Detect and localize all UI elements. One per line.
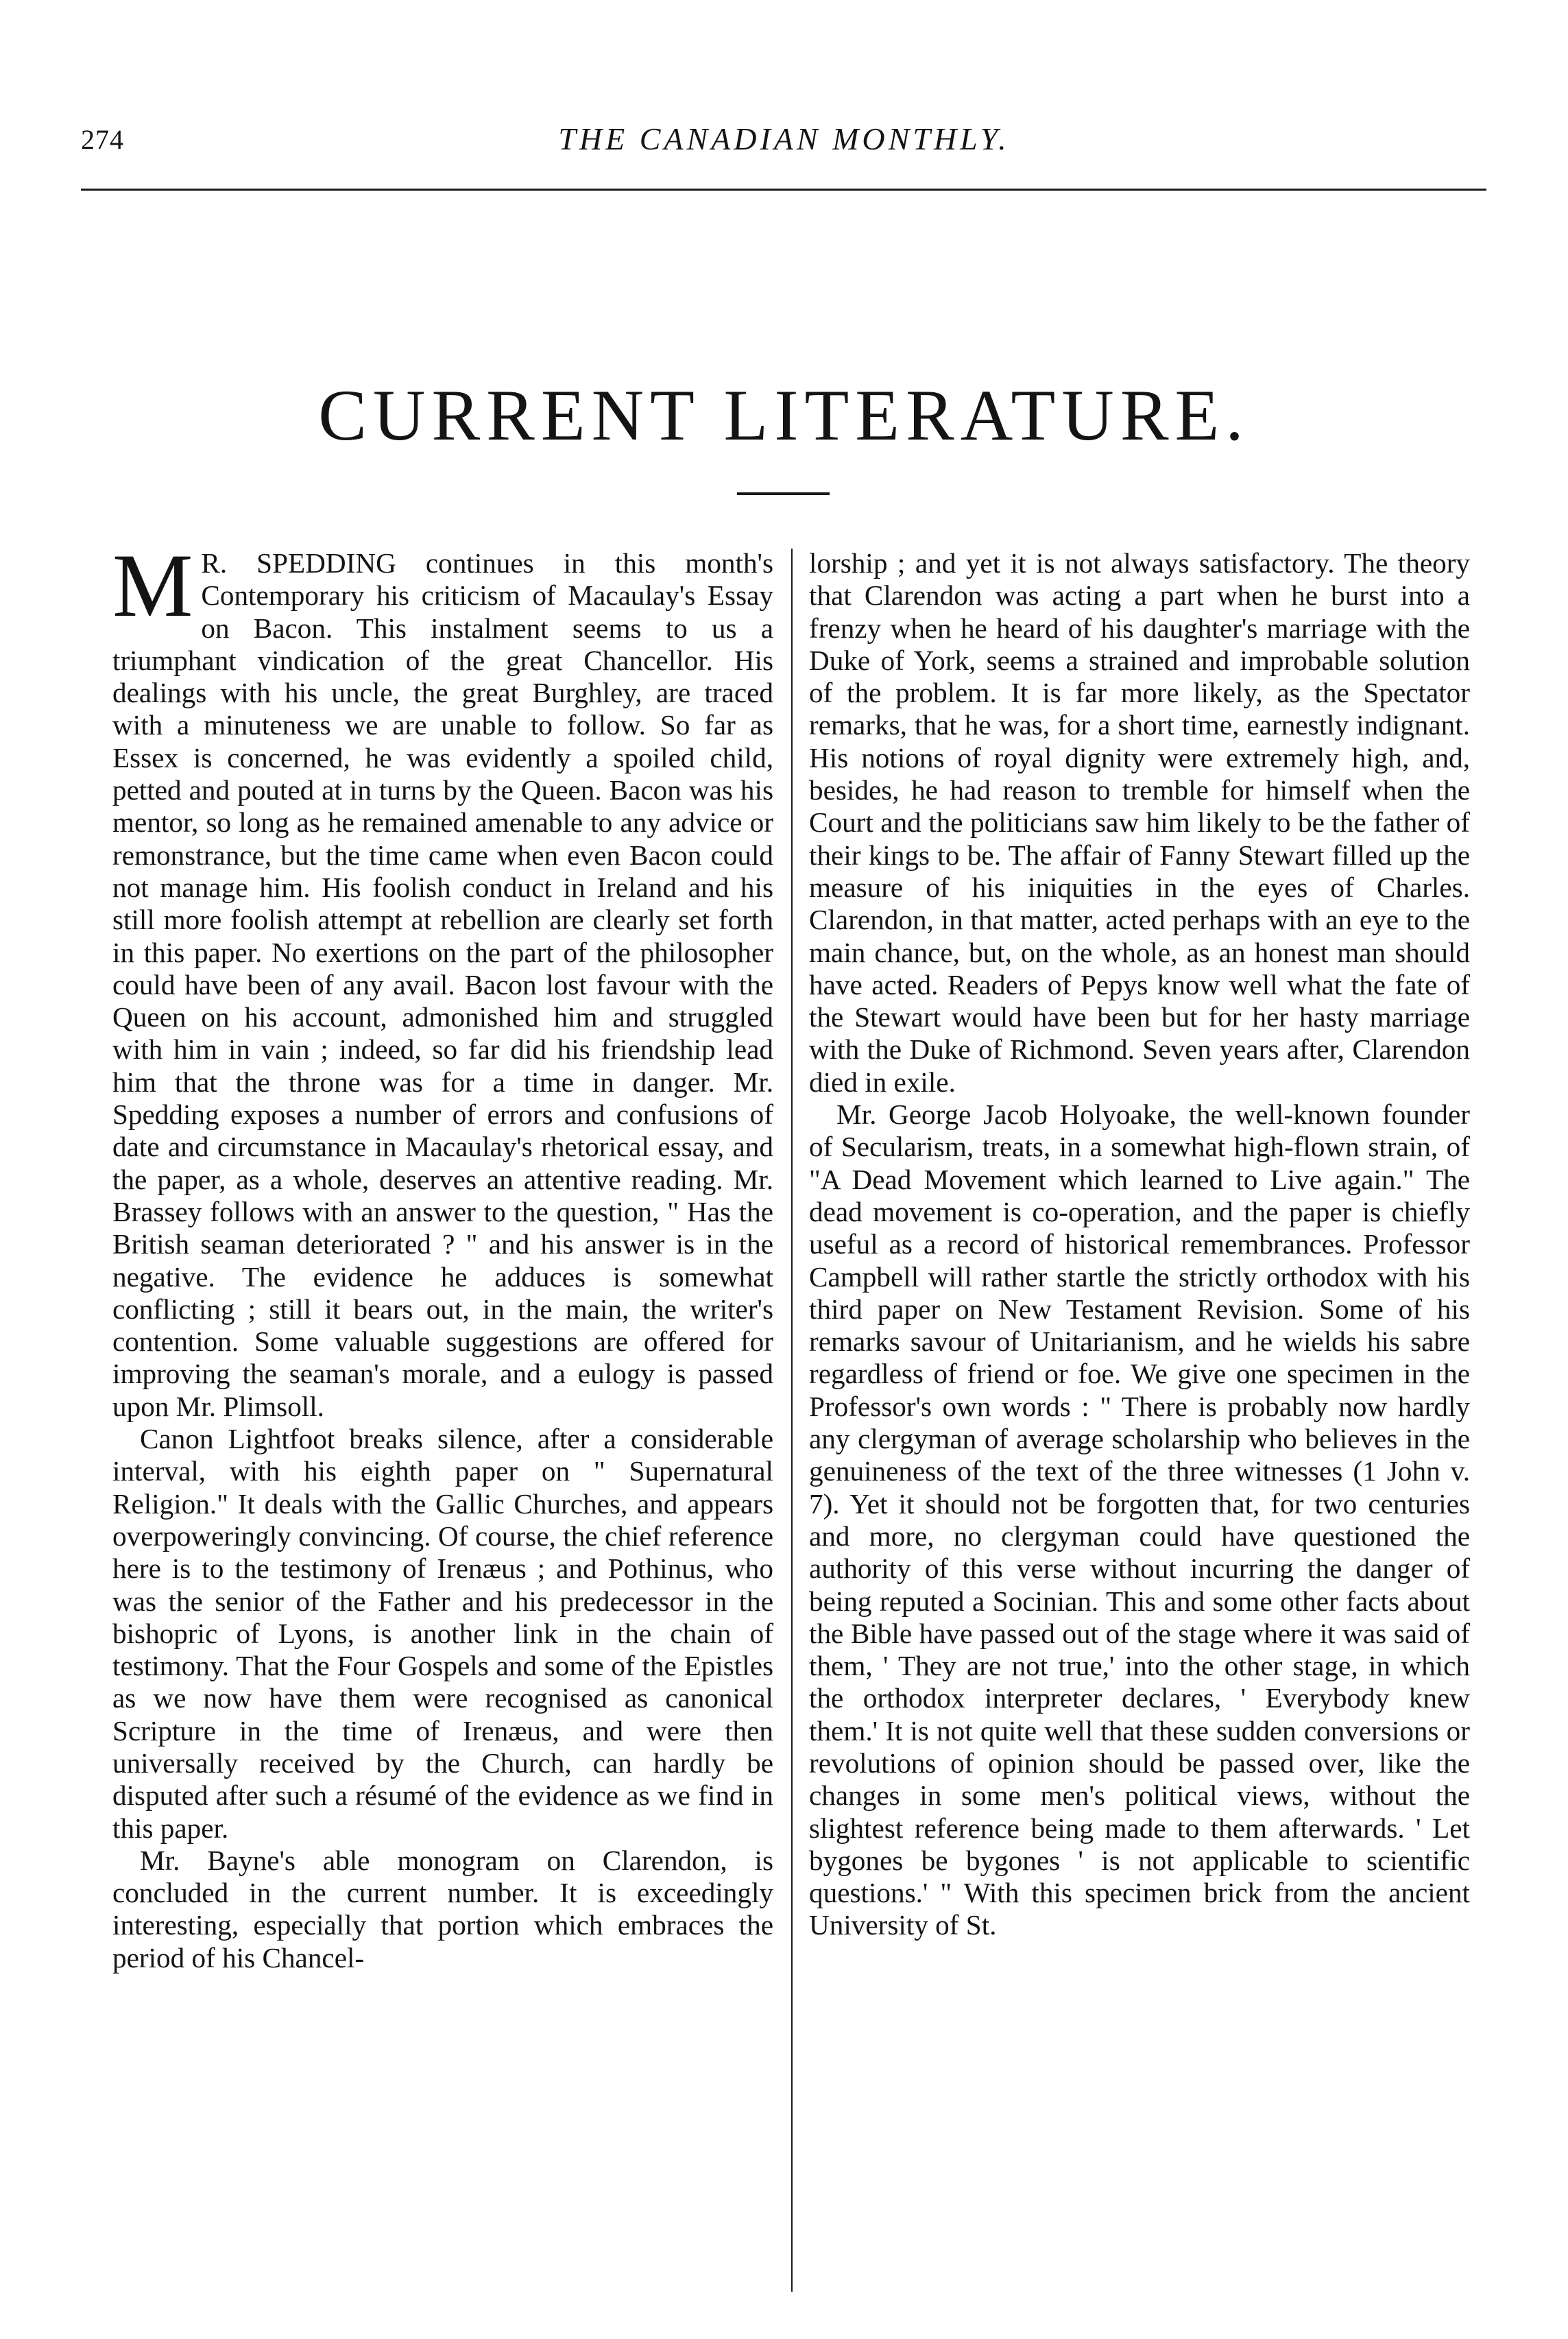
title-rule — [737, 492, 830, 495]
article-title: CURRENT LITERATURE. — [318, 375, 1250, 455]
right-column — [809, 547, 1470, 2275]
running-title: THE CANADIAN MONTHLY. — [558, 121, 1010, 156]
paragraph: Canon Lightfoot breaks silence, after a considerable interval, with his eighth paper on " Supernatural Religion." It deals with the Gallic Churches, and appears overpoweringly convincing. Of course, the chief reference here is to the testimony of Irenæus ; and Pothinus, who was the senior of the Father and his predecessor in the bishopric of Lyons, is another link in the chain of testimony. That the Four Gospels and some of the Epistles as we now have them were recognised as canonical Scripture in the time of Irenæus, and were then universally received by the Church, can hardly be disputed after such a résumé of the evidence as we find in this paper. — [112, 1423, 773, 1844]
header-rule — [81, 189, 1486, 191]
paragraph: Mr. Bayne's able monogram on Clarendon, is concluded in the current number. It is exceedingly interesting, especially that portion which embraces the period of his Chancel- — [112, 1844, 773, 1974]
paragraph: Mr. George Jacob Holyoake, the well-known founder of Secularism, treats, in a somewhat high-flown strain, of "A Dead Movement which learned to Live again." The dead movement is co-operation, and the paper is chiefly useful as a record of historical remembrances. Professor Campbell will rather startle the strictly orthodox with his third paper on New Testament Revision. Some of his remarks savour of Unitarianism, and he wields his sabre regardless of friend or foe. We give one specimen in the Professor's own words : " There is probably now hardly any clergyman of average scholarship who believes in the genuineness of the text of the three witnesses (1 John v. 7). Yet it should not be forgotten that, for two centuries and more, no clergyman could have questioned the authority of this verse without incurring the danger of being reputed a Socinian. This and some other facts about the Bible have passed out of the stage where it was said of them, ' They are not true,' into the other stage, in which the orthodox interpreter declares, ' Everybody knew them.' It is not quite well that these sudden conversions or revolutions of opinion should be passed over, like the changes in some men's political views, without the slightest reference being made to them afterwards. ' Let bygones be bygones ' is not applicable to scientific questions.' " With this specimen brick from the ancient University of St. — [809, 1099, 1470, 1941]
paragraph — [112, 547, 773, 1423]
paragraph-text: R. SPEDDING continues in this month's Contemporary his criticism of Macaulay's Essay on Bacon. This instalment seems to us a triumphant vindication of the great Chancellor. His dealings with his uncle, the great Burghley, are traced with a minuteness we are unable to follow. So far as Essex is concerned, he was evidently a spoiled child, petted and pouted at in turns by the Queen. Bacon was his mentor, so long as he remained amenable to any advice or remonstrance, but the time came when even Bacon could not manage him. His foolish conduct in Ireland and his still more foolish attempt at rebellion are clearly set forth in this paper. No exertions on the part of the philosopher could have been of any avail. Bacon lost favour with the Queen on his account, admonished him and struggled with him in vain ; indeed, so far did his friendship lead him that the throne was for a time in danger. Mr. Spedding exposes a number of errors and confusions of date and circumstance in Macaulay's rhetorical essay, and the paper, as a whole, deserves an attentive reading. Mr. Brassey follows with an answer to the question, " Has the British seaman deteriorated ? " and his answer is in the negative. The evidence he adduces is somewhat conflicting ; still it bears out, in the main, the writer's contention. Some valuable suggestions are offered for improving the seaman's morale, and a eulogy is passed upon Mr. Plimsoll. — [112, 547, 773, 1422]
left-column — [112, 547, 773, 2275]
paragraph: lorship ; and yet it is not always satisfactory. The theory that Clarendon was acting a part when he burst into a frenzy when he heard of his daughter's marriage with the Duke of York, seems a strained and improbable solution of the problem. It is far more likely, as the Spectator remarks, that he was, for a short time, earnestly indignant. His notions of royal dignity were extremely high, and, besides, he had reason to tremble for himself when the Court and the politicians saw him likely to be the father of their kings to be. The affair of Fanny Stewart filled up the measure of his iniquities in the eyes of Charles. Clarendon, in that matter, acted perhaps with an eye to the main chance, but, on the whole, as an honest man should have acted. Readers of Pepys know well what the fate of the Stewart would have been but for her hasty marriage with the Duke of Richmond. Seven years after, Clarendon died in exile. — [809, 547, 1470, 1098]
page-number: 274 — [81, 124, 124, 155]
drop-cap: M — [112, 547, 193, 636]
column-rule — [791, 549, 793, 2292]
